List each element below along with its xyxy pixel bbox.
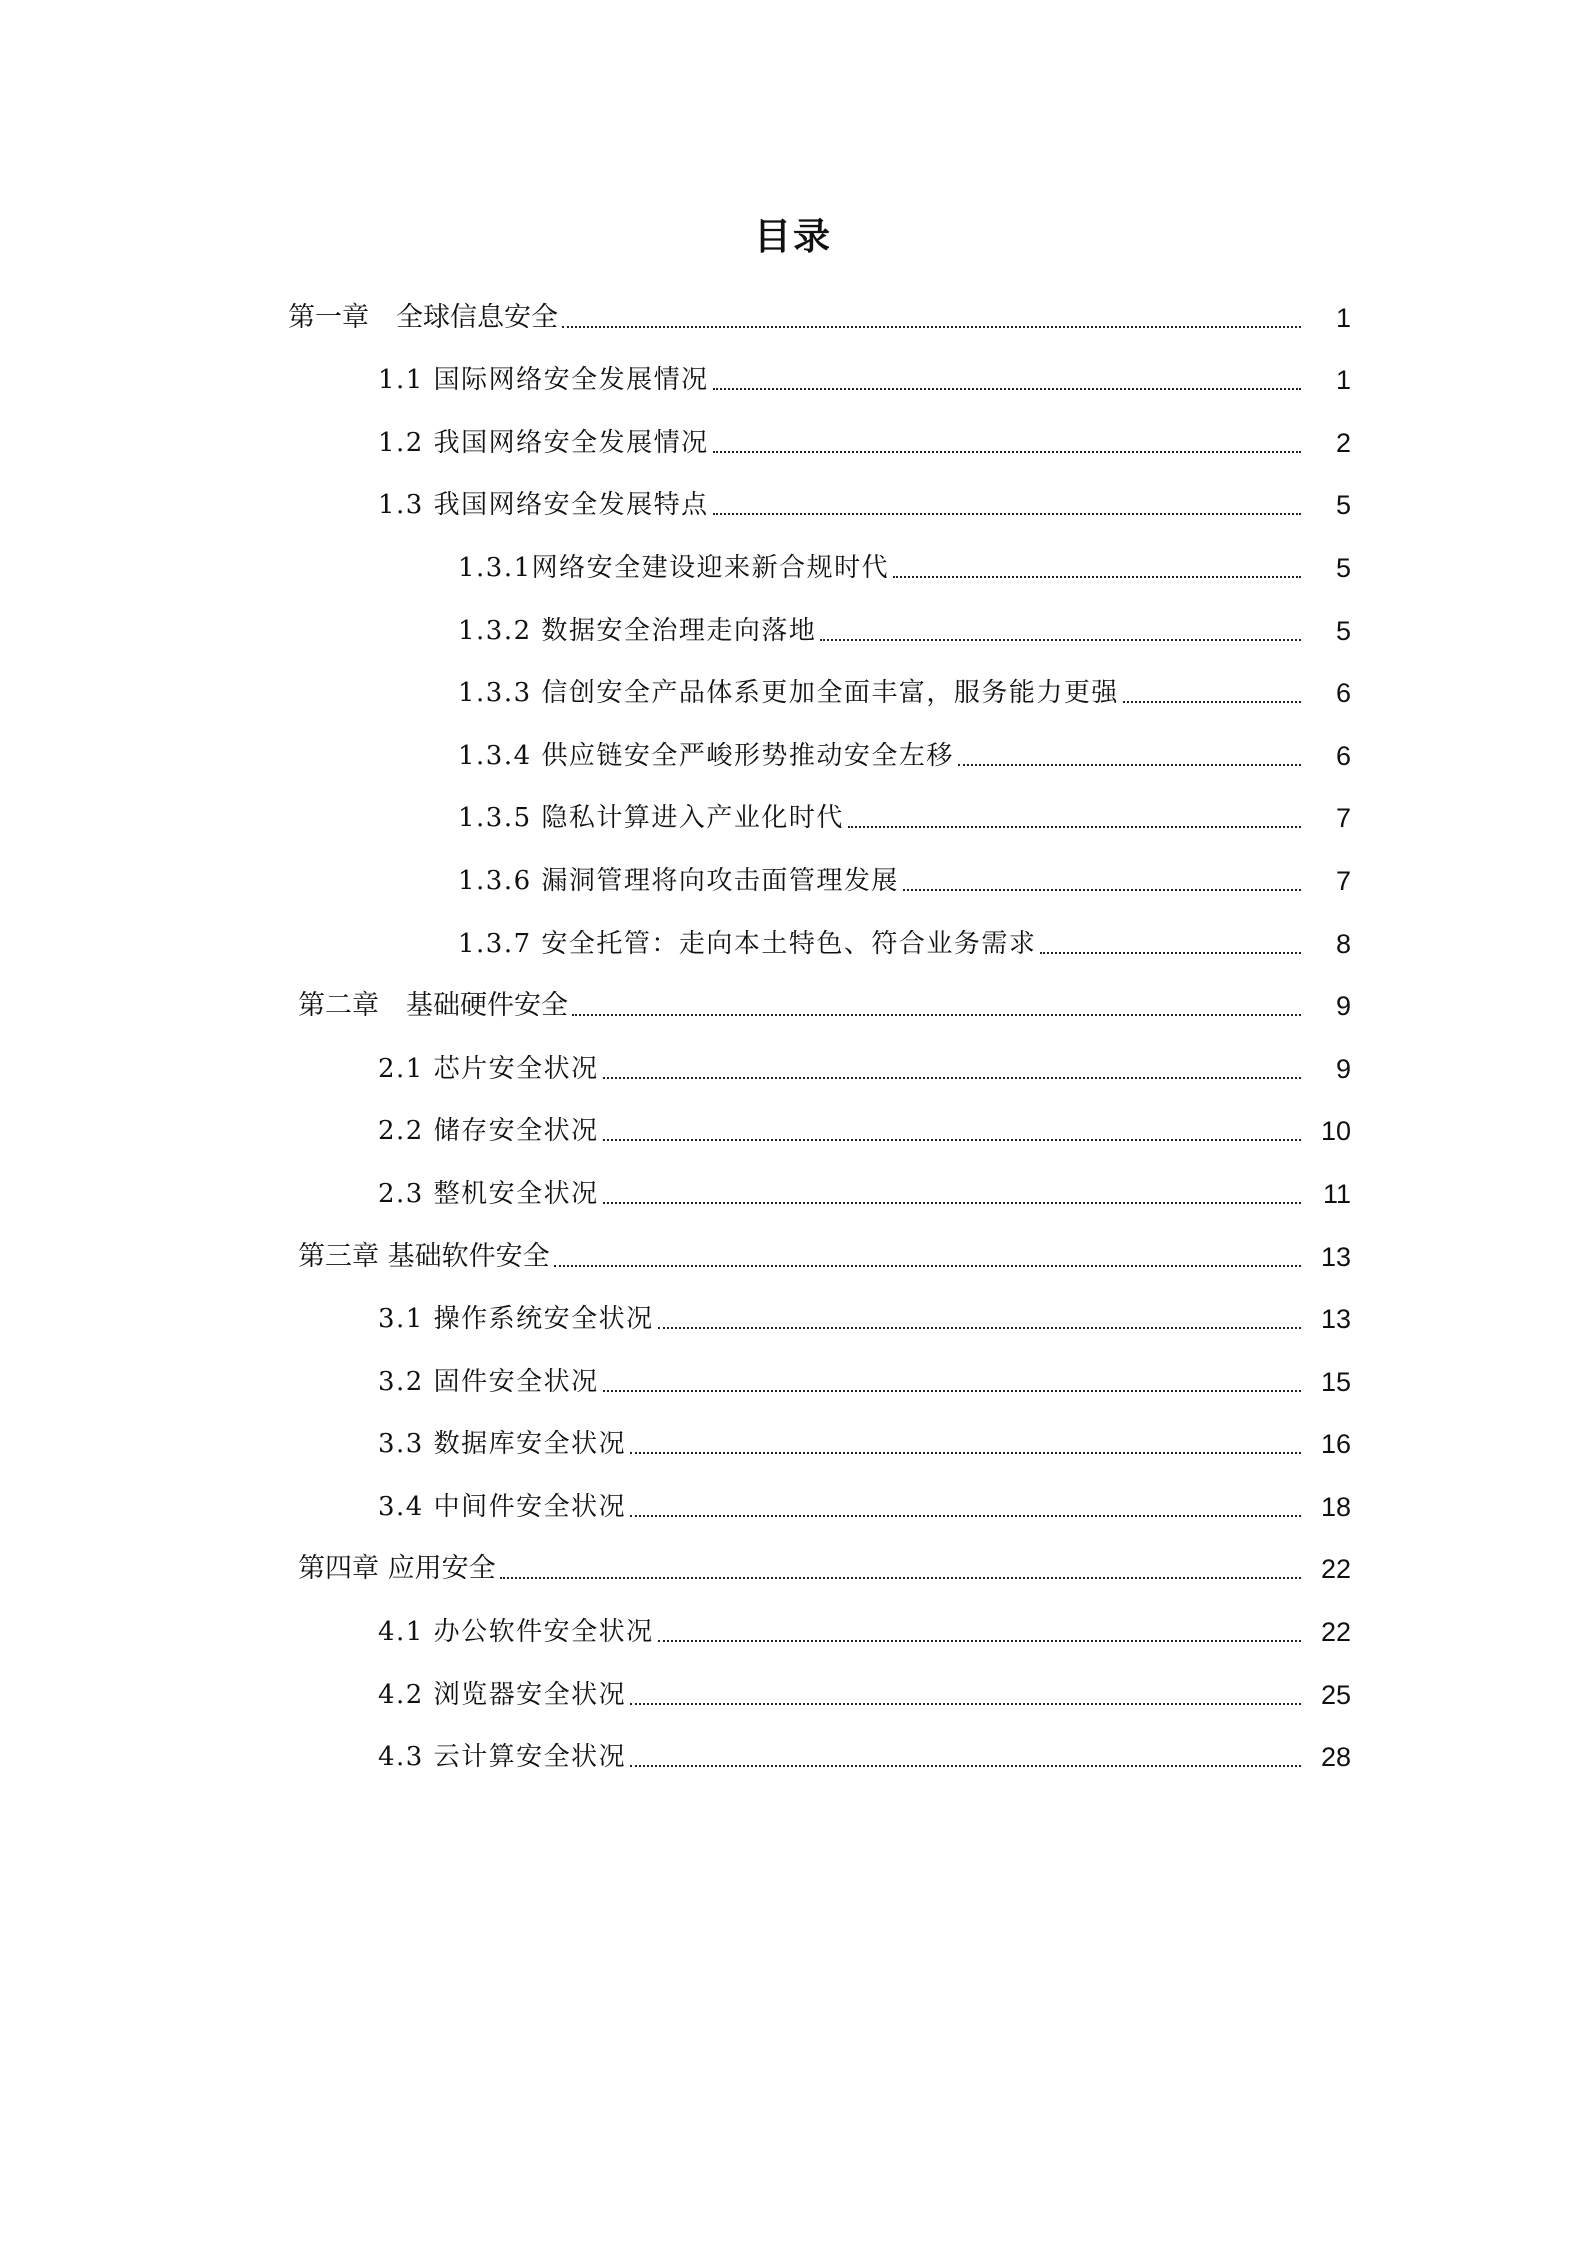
toc-entry-label: 2.1 芯片安全状况 [378, 1053, 599, 1084]
toc-entry-page: 18 [1320, 1491, 1351, 1522]
toc-entry[interactable] [0, 841, 1586, 904]
toc-entry-page: 5 [1335, 490, 1351, 521]
dot-leader [603, 1390, 1301, 1392]
toc-entry-label: 1.3.4 供应链安全严峻形势推动安全左移 [458, 740, 954, 771]
toc-entry[interactable] [0, 904, 1586, 967]
toc-entry[interactable] [0, 967, 1586, 1030]
toc-entry[interactable] [0, 1467, 1586, 1530]
toc-entry-label: 1.3.5 隐私计算进入产业化时代 [458, 803, 844, 834]
toc-entry-label: 2.3 整机安全状况 [378, 1178, 599, 1209]
toc-entry[interactable] [0, 1029, 1586, 1092]
dot-leader [658, 1640, 1301, 1642]
dot-leader [630, 1515, 1301, 1517]
toc-entry[interactable] [0, 654, 1586, 717]
toc-entry-label: 4.2 浏览器安全状况 [378, 1679, 627, 1710]
toc-entry-label: 3.2 固件安全状况 [378, 1366, 599, 1397]
toc-entry-page: 7 [1335, 803, 1351, 834]
toc-entry[interactable] [0, 1342, 1586, 1405]
dot-leader [958, 764, 1301, 766]
dot-leader [603, 1202, 1301, 1204]
dot-leader [713, 513, 1301, 515]
toc-entry-page: 1 [1335, 365, 1351, 396]
toc-entry[interactable] [0, 1217, 1586, 1280]
toc-entry-page: 15 [1320, 1366, 1351, 1397]
dot-leader [713, 451, 1301, 453]
dot-leader [820, 639, 1301, 641]
toc-entry-page: 9 [1335, 991, 1351, 1022]
toc-entry-page: 22 [1320, 1617, 1351, 1648]
toc-entry-label: 1.3.3 信创安全产品体系更加全面丰富，服务能力更强 [458, 678, 1119, 709]
dot-leader [554, 1265, 1301, 1267]
toc-entry-page: 5 [1335, 552, 1351, 583]
dot-leader [848, 826, 1301, 828]
toc-entry[interactable] [0, 1718, 1586, 1781]
toc-entry[interactable] [0, 1655, 1586, 1718]
toc-entry-label: 2.2 储存安全状况 [378, 1116, 599, 1147]
toc-entry[interactable] [0, 1405, 1586, 1468]
toc-entry-page: 1 [1335, 302, 1351, 333]
toc-entry[interactable] [0, 716, 1586, 779]
toc-entry-label: 第三章 基础软件安全 [298, 1240, 550, 1272]
toc-entry-page: 6 [1335, 740, 1351, 771]
dot-leader [500, 1577, 1301, 1579]
dot-leader [658, 1327, 1301, 1329]
toc-entry-label: 1.1 国际网络安全发展情况 [378, 365, 709, 396]
dot-leader [1123, 701, 1301, 703]
toc-entry-page: 5 [1335, 615, 1351, 646]
toc-entry-page: 22 [1320, 1554, 1351, 1585]
toc-entry-page: 8 [1335, 928, 1351, 959]
toc-entry[interactable] [0, 341, 1586, 404]
toc-entry-label: 3.1 操作系统安全状况 [378, 1304, 654, 1335]
toc-entry-label: 第一章 全球信息安全 [288, 301, 558, 333]
toc-entry-label: 1.3.6 漏洞管理将向攻击面管理发展 [458, 865, 899, 896]
dot-leader [630, 1765, 1301, 1767]
toc-entry-page: 6 [1335, 678, 1351, 709]
toc-entry[interactable] [0, 1592, 1586, 1655]
toc-entry-page: 2 [1335, 427, 1351, 458]
toc-entry[interactable] [0, 591, 1586, 654]
toc-entry-label: 1.3.1网络安全建设迎来新合规时代 [458, 552, 890, 583]
toc-entry[interactable] [0, 1280, 1586, 1343]
toc-entry-page: 13 [1320, 1241, 1351, 1272]
toc-entry-page: 10 [1320, 1116, 1351, 1147]
toc-entry-label: 4.1 办公软件安全状况 [378, 1617, 654, 1648]
toc-entry-label: 4.3 云计算安全状况 [378, 1742, 627, 1773]
toc-entry-label: 第四章 应用安全 [298, 1553, 496, 1585]
toc-entry-page: 16 [1320, 1429, 1351, 1460]
toc-entry[interactable] [0, 1092, 1586, 1155]
toc-entry-page: 11 [1322, 1178, 1351, 1209]
toc-entry[interactable] [0, 466, 1586, 529]
toc-title: 目录 [754, 215, 832, 258]
toc-entry-page: 9 [1335, 1053, 1351, 1084]
toc-entry-label: 1.3.2 数据安全治理走向落地 [458, 615, 817, 646]
dot-leader [1040, 952, 1301, 954]
dot-leader [562, 326, 1301, 328]
toc-entry-label: 3.4 中间件安全状况 [378, 1491, 627, 1522]
toc-entry-label: 第二章 基础硬件安全 [298, 990, 568, 1022]
dot-leader [630, 1452, 1301, 1454]
table-of-contents [0, 278, 1586, 1780]
toc-entry-label: 1.3 我国网络安全发展特点 [378, 490, 709, 521]
toc-entry-page: 13 [1320, 1304, 1351, 1335]
toc-entry[interactable] [0, 528, 1586, 591]
toc-entry-label: 1.2 我国网络安全发展情况 [378, 427, 709, 458]
toc-entry[interactable] [0, 1154, 1586, 1217]
toc-entry-page: 28 [1320, 1742, 1351, 1773]
toc-entry[interactable] [0, 403, 1586, 466]
dot-leader [630, 1703, 1301, 1705]
dot-leader [603, 1139, 1301, 1141]
toc-entry-label: 1.3.7 安全托管：走向本土特色、符合业务需求 [458, 928, 1037, 959]
toc-entry[interactable] [0, 278, 1586, 341]
toc-entry-label: 3.3 数据库安全状况 [378, 1429, 627, 1460]
toc-entry[interactable] [0, 1530, 1586, 1593]
dot-leader [713, 388, 1301, 390]
dot-leader [893, 576, 1301, 578]
dot-leader [603, 1077, 1301, 1079]
toc-entry[interactable] [0, 779, 1586, 842]
dot-leader [572, 1014, 1301, 1016]
toc-entry-page: 7 [1335, 865, 1351, 896]
toc-entry-page: 25 [1320, 1679, 1351, 1710]
dot-leader [903, 889, 1301, 891]
